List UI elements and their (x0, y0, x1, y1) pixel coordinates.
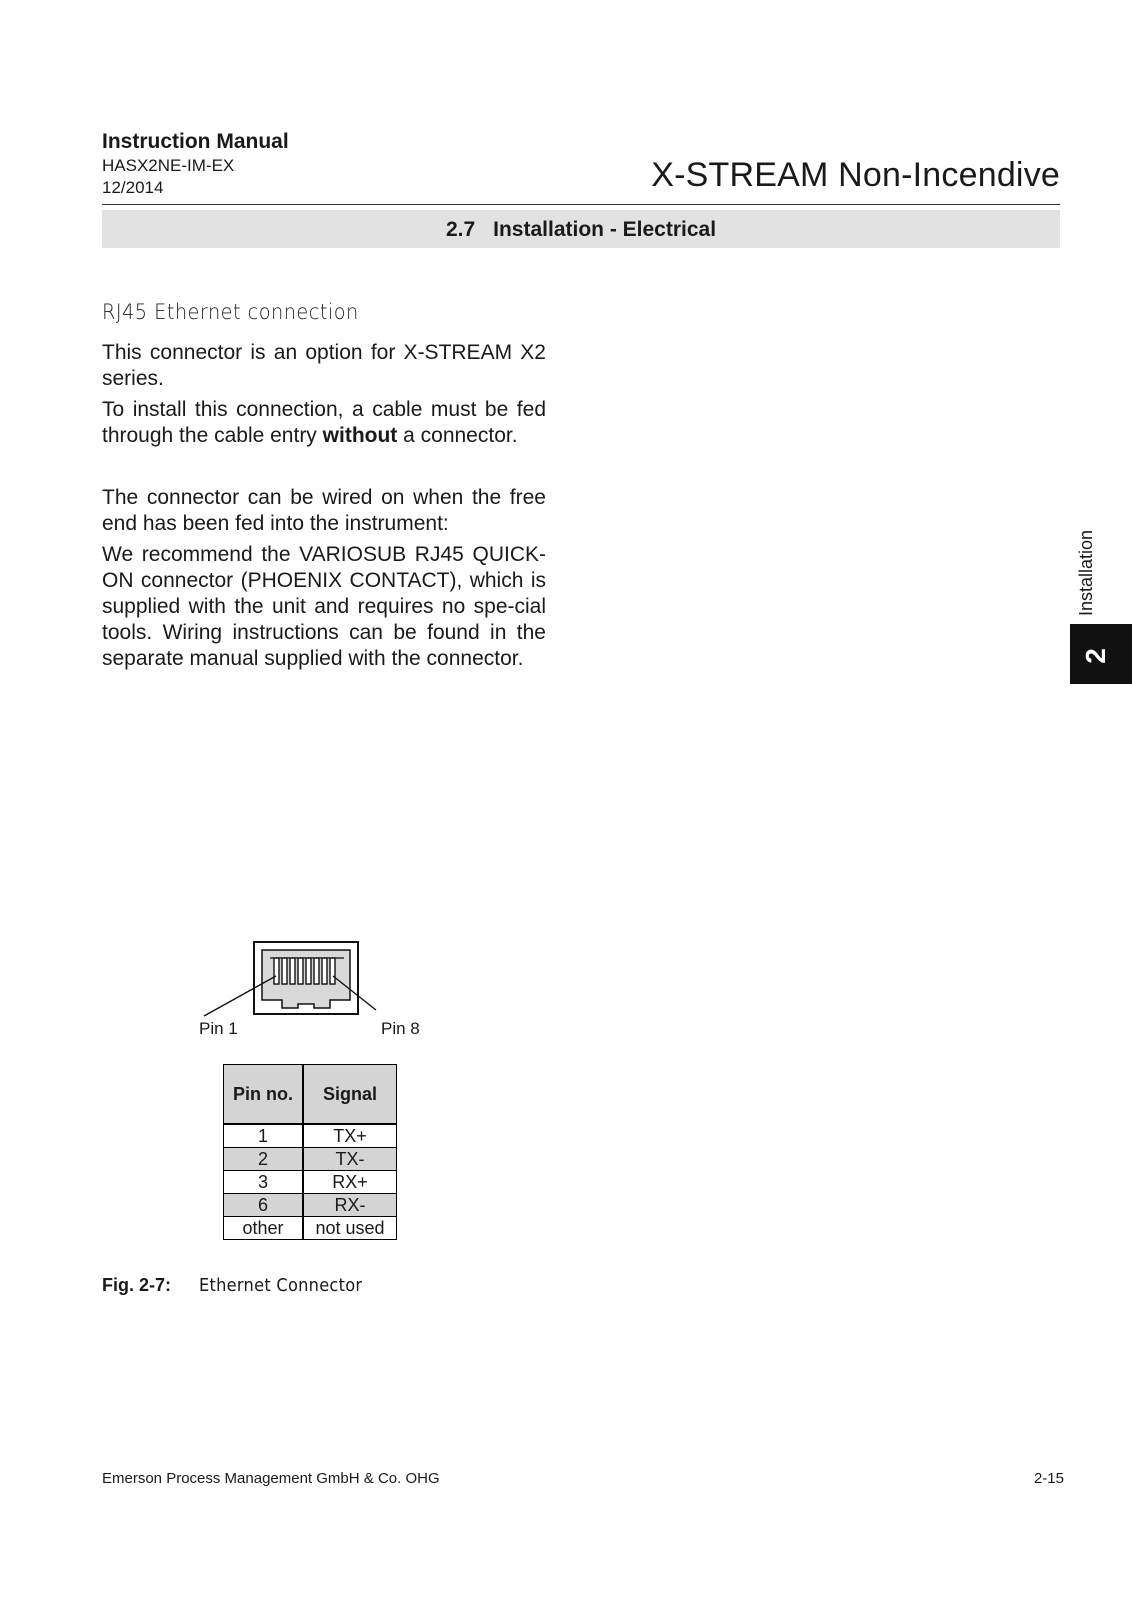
side-tab-number: 2 (1079, 648, 1111, 664)
rj45-connector-diagram (190, 940, 390, 1022)
table-header-row (224, 1065, 397, 1125)
table-row (224, 1124, 397, 1148)
cell-pin: 6 (224, 1194, 304, 1217)
contact-pin-8 (330, 958, 335, 984)
table-row (224, 1194, 397, 1217)
document-id: HASX2NE-IM-EX (102, 156, 235, 175)
cell-pin: other (224, 1217, 304, 1240)
section-title (102, 218, 1060, 242)
side-tab-chapter (1070, 624, 1132, 684)
contact-pin-1 (274, 958, 279, 984)
contact-pin-4 (298, 958, 303, 984)
section-header-bar (102, 210, 1060, 248)
cell-pin: 1 (224, 1124, 304, 1148)
document-date: 12/2014 (102, 178, 164, 197)
side-tab-label: Installation (1076, 529, 1096, 616)
product-title: X-STREAM Non-Incendive (651, 156, 1060, 194)
cell-pin: 3 (224, 1171, 304, 1194)
header-divider (102, 204, 1060, 205)
contact-pin-2 (282, 958, 287, 984)
paragraph-install-text-2: a connector. (397, 424, 518, 447)
cell-pin: 2 (224, 1148, 304, 1171)
table-row (224, 1148, 397, 1171)
page-number: 2-15 (1033, 1470, 1064, 1487)
paragraph-install-text-1: To install this connection, a cable must be fed through the cable entry (102, 398, 546, 447)
figure-caption: Ethernet Connector (199, 1275, 363, 1296)
paragraph-option: This connector is an option for X-STREAM X2 series. (102, 341, 546, 390)
contact-pin-5 (306, 958, 311, 984)
cell-signal: RX+ (303, 1171, 397, 1194)
column-header-signal: Signal (303, 1065, 397, 1125)
pin8-label: Pin 8 (381, 1019, 420, 1038)
contact-pin-7 (322, 958, 327, 984)
paragraph-recommendation: We recommend the VARIOSUB RJ45 QUICK-ON connector (PHOENIX CONTACT), which is supplied with the unit and requires no spe-cial tools. Wiring instructions can be found in the separate manual supplied with the connector. (102, 543, 546, 670)
cell-signal: not used (303, 1217, 397, 1240)
manual-title: Instruction Manual (102, 130, 289, 153)
contact-pin-6 (314, 958, 319, 984)
column-header-pin: Pin no. (224, 1065, 304, 1125)
figure-label: Fig. 2-7: (102, 1275, 172, 1295)
cell-signal: TX+ (303, 1124, 397, 1148)
section-number: 2.7 (445, 218, 476, 241)
paragraph-install-bold: without (322, 424, 398, 447)
cell-signal: TX- (303, 1148, 397, 1171)
cell-signal: RX- (303, 1194, 397, 1217)
section-name: Installation - Electrical (493, 218, 717, 241)
table-row (224, 1217, 397, 1240)
pin-assignment-table (223, 1064, 397, 1240)
subheading: RJ45 Ethernet connection (102, 300, 359, 324)
pin1-label: Pin 1 (199, 1019, 238, 1038)
contact-pin-3 (290, 958, 295, 984)
table-row (224, 1171, 397, 1194)
paragraph-wiring: The connector can be wired on when the free end has been fed into the instrument: (102, 486, 546, 535)
footer-company: Emerson Process Management GmbH & Co. OHG (102, 1470, 440, 1487)
paragraph-install (102, 397, 546, 449)
